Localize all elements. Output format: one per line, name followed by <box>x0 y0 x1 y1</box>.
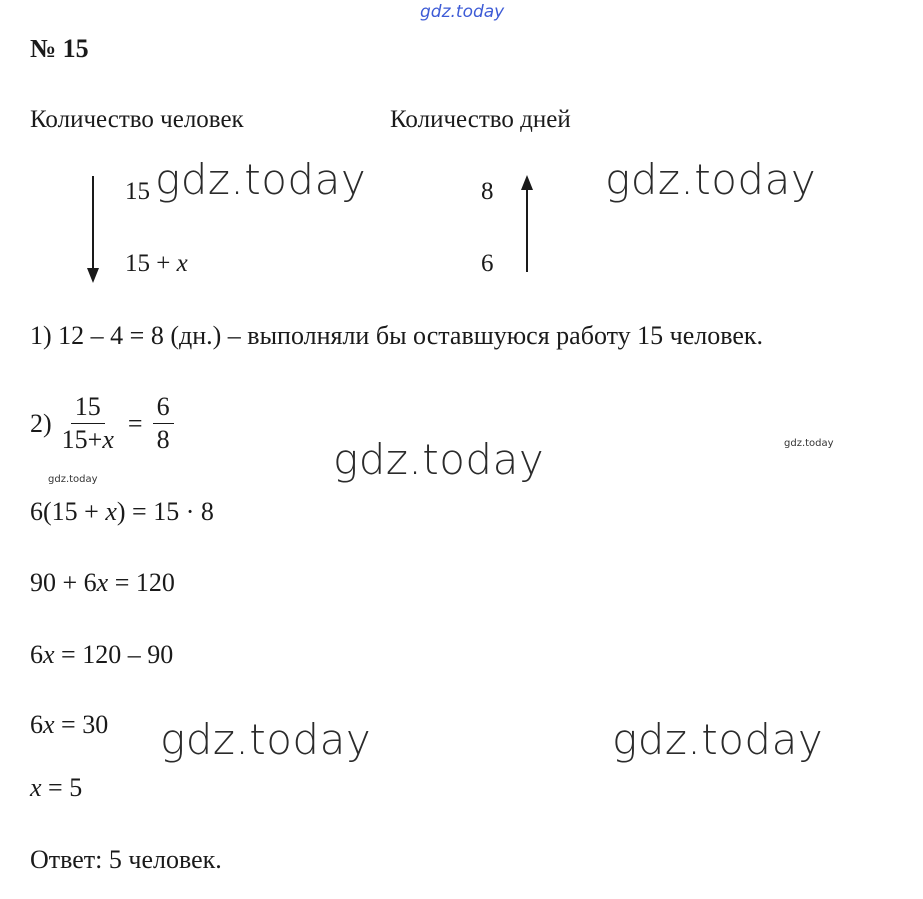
watermark-top: gdz.today <box>420 2 505 22</box>
arrow-down-icon <box>87 176 99 283</box>
equals-sign: = <box>127 408 143 438</box>
people-bottom-value: 15 + x <box>125 250 188 277</box>
equation-1: 6(15 + x) = 15 · 8 <box>30 497 214 526</box>
fraction-right-numerator: 6 <box>153 393 174 424</box>
watermark-bottom-left: gdz.today <box>160 715 372 764</box>
answer-line: Ответ: 5 человек. <box>30 845 222 874</box>
watermark-table-right: gdz.today <box>605 155 817 204</box>
watermark-bottom-right: gdz.today <box>612 715 824 764</box>
people-header: Количество человек <box>30 106 244 133</box>
fraction-left-numerator: 15 <box>71 393 105 424</box>
watermark-middle: gdz.today <box>333 435 545 484</box>
step2-label: 2) <box>30 408 52 438</box>
days-bottom-value: 6 <box>481 250 494 277</box>
fraction-right <box>153 393 174 454</box>
problem-number: № 15 <box>30 34 89 63</box>
equation-5: x = 5 <box>30 773 83 802</box>
fraction-left <box>58 393 118 454</box>
step1-line <box>30 321 763 351</box>
fraction-left-denominator: 15+x <box>61 425 114 454</box>
watermark-small-right: gdz.today <box>784 438 834 449</box>
people-top-value: 15 <box>125 178 150 205</box>
equation-3: 6x = 120 – 90 <box>30 640 174 669</box>
step1-text: 12 – 4 = 8 (дн.) – выполняли бы оставшуюся работу 15 человек. <box>58 321 764 350</box>
watermark-table-left: gdz.today <box>155 155 367 204</box>
days-top-value: 8 <box>481 178 494 205</box>
days-header: Количество дней <box>390 106 571 133</box>
equation-2: 90 + 6x = 120 <box>30 568 175 597</box>
arrow-up-icon <box>521 175 533 272</box>
step1-label: 1) <box>30 321 52 350</box>
step2-proportion <box>30 393 174 454</box>
watermark-small-left: gdz.today <box>48 474 98 485</box>
fraction-right-denominator: 8 <box>156 425 170 454</box>
equation-4: 6x = 30 <box>30 710 109 739</box>
